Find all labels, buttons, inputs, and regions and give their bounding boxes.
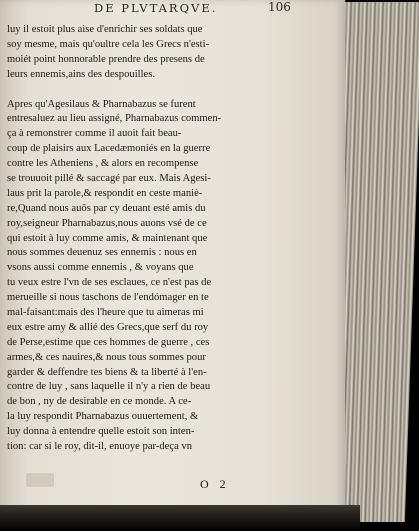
running-head — [0, 0, 345, 22]
text-line: qui estoit à luy comme amis, & maintenant que — [7, 232, 208, 244]
body-text — [7, 23, 283, 455]
text-line: laus prit la parole,& respondit en ceste maniè- — [7, 187, 203, 199]
text-line: mal-faisant:mais des l'heure que tu aimeras mi — [7, 307, 204, 319]
text-line: moiét point honnorable prendre des presens de — [7, 53, 205, 65]
text-line: de bon , ny de desirable en ce monde. A ce- — [7, 396, 192, 408]
text-line: luy il estoit plus aise d'enrichir ses soldats que — [7, 24, 203, 35]
text-line: leurs ennemis,ains des despouilles. — [7, 68, 155, 80]
library-stamp — [26, 473, 54, 487]
paragraph-2 — [7, 98, 283, 455]
text-line: vsons aussi comme ennemis , & voyans que — [7, 262, 194, 274]
text-line: tion: car si le roy, dit-il, enuoye par-deça vn — [7, 441, 193, 453]
page-number: 106 — [268, 0, 291, 14]
paragraph-gap — [7, 83, 283, 98]
text-line: merueille si nous taschons de l'endómager en te — [7, 292, 209, 304]
text-line: Apres qu'Agesilaus & Pharnabazus se furent — [7, 98, 196, 110]
text-line: se trouuoit pillé & saccagé par eux. Mais Agesi- — [7, 173, 211, 185]
text-line: contre les Atheniens , & alors en recompense — [7, 158, 199, 170]
text-line: ça à remonstrer comme il auoit fait beau- — [7, 128, 182, 140]
text-line: soy mesme, mais qu'oultre cela les Grecs n'esti- — [7, 38, 210, 50]
text-line: la luy respondit Pharnabazus ouuertement, & — [7, 411, 199, 423]
text-line: de Perse,estime que ces hommes de guerre , ces — [7, 336, 210, 348]
running-title: DE PLVTARQVE. — [94, 1, 218, 15]
page-shadow — [0, 505, 360, 531]
text-line: roy,seigneur Pharnabazus,nous auons vsé de ce — [7, 217, 207, 229]
text-line: nous sommes deuenuz ses ennemis : nous en — [7, 247, 197, 259]
text-line: armes,& ces nauires,& nous tous sommes pour — [7, 351, 206, 363]
text-line: eux estre amy & allié des Grecs,que serf du roy — [7, 321, 209, 333]
text-line: contre de luy , sans laquelle il n'y a rien de beau — [7, 381, 211, 393]
text-line: garder & deffendre tes biens & ta liberté à l'en- — [7, 366, 207, 378]
signature-mark: O 2 — [200, 477, 230, 491]
paragraph-1 — [7, 23, 283, 83]
text-line: luy donna à entendre quelle estoit son inten- — [7, 426, 195, 438]
text-line: tu veux estre l'vn de ses esclaues, ce n'est pas de — [7, 277, 212, 289]
text-line: entresaluez au lieu assigné, Pharnabazus commen- — [7, 113, 222, 125]
text-line: coup de plaisirs aux Lacedæmoniés en la guerre — [7, 143, 211, 155]
text-line: re,Quand nous auōs par cy deuant esté amis du — [7, 202, 206, 214]
